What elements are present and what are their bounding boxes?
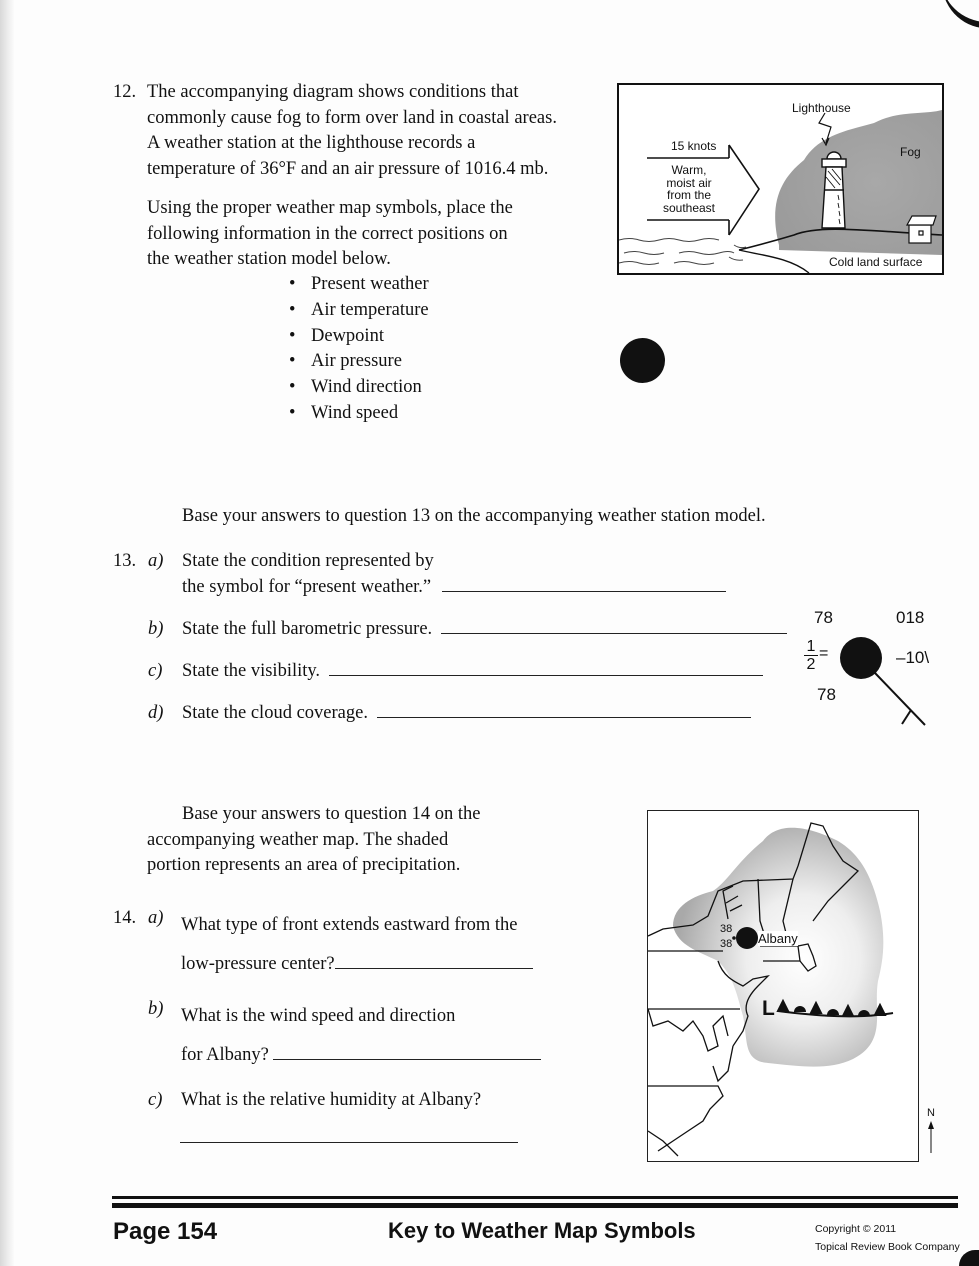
- north-arrow: [925, 1107, 937, 1156]
- intro-line: accompanying weather map. The shaded: [147, 829, 449, 850]
- answer-14b-blank[interactable]: [273, 1058, 541, 1060]
- station-present-weather: =: [819, 645, 829, 662]
- part-a-line: the symbol for “present weather.”: [182, 576, 432, 597]
- answer-14c-blank[interactable]: [180, 1141, 518, 1143]
- stem-line: commonly cause fog to form over land in coastal areas.: [147, 107, 557, 128]
- north-arrow-icon: [925, 1119, 937, 1153]
- weather-map-art: [648, 811, 918, 1161]
- page-corner-curl: [936, 0, 979, 30]
- question-12-number: 12.: [113, 82, 137, 102]
- answer-13a-blank[interactable]: [442, 590, 726, 592]
- part-b-line: What is the wind speed and direction: [181, 1006, 456, 1026]
- part-a-line: low-pressure center?: [181, 954, 335, 974]
- list-item: • Dewpoint: [289, 324, 429, 350]
- page-binding-edge: [0, 0, 14, 1266]
- land-surface-label: Cold land surface: [829, 255, 923, 269]
- albany-station-circle-icon: [736, 927, 758, 949]
- answer-13d-blank[interactable]: [377, 716, 751, 718]
- fog-label: Fog: [900, 145, 921, 159]
- wind-speed-label: 15 knots: [671, 139, 717, 153]
- instruction-line: the weather station model below.: [147, 249, 391, 269]
- station-pressure: 018: [896, 608, 925, 627]
- part-a-line: What type of front extends eastward from the: [181, 915, 518, 935]
- part-d-label: d): [148, 703, 164, 723]
- visibility-denominator: 2: [806, 656, 816, 673]
- weather-station-model: [790, 600, 960, 740]
- air-mass-label-line: moist air: [666, 175, 712, 190]
- low-pressure-label: L: [762, 997, 775, 1020]
- copyright-line: Copyright © 2011: [815, 1223, 897, 1235]
- instruction-line: Using the proper weather map symbols, place the: [147, 198, 513, 218]
- albany-label: Albany: [758, 931, 798, 946]
- station-temperature: 78: [814, 608, 833, 627]
- north-label: N: [927, 1107, 935, 1119]
- part-c-text: What is the relative humidity at Albany?: [181, 1090, 482, 1110]
- footer-title: Key to Weather Map Symbols: [388, 1218, 696, 1243]
- list-item: • Present weather: [289, 272, 429, 298]
- list-item: • Air temperature: [289, 298, 429, 324]
- stem-line: temperature of 36°F and an air pressure of 1016.4 mb.: [147, 158, 549, 179]
- part-d-line: State the cloud coverage.: [182, 703, 368, 723]
- stem-line: The accompanying diagram shows conditions that: [147, 82, 519, 102]
- albany-temperature: 38: [720, 923, 733, 935]
- part-a-label: a): [148, 908, 164, 928]
- air-mass-label: [649, 164, 729, 214]
- answer-13c-blank[interactable]: [329, 674, 763, 676]
- answer-13b-blank[interactable]: [441, 632, 787, 634]
- list-item: • Air pressure: [289, 349, 429, 375]
- list-item: • Wind direction: [289, 375, 429, 401]
- copyright-line: Topical Review Book Company: [815, 1241, 960, 1253]
- question-12-instructions: [147, 196, 607, 273]
- part-a-text: [182, 549, 726, 600]
- question-14-intro: [147, 802, 567, 879]
- air-mass-label-line: Warm,: [671, 163, 707, 177]
- part-b-text: [181, 997, 541, 1075]
- required-items-list: [289, 272, 429, 427]
- visibility-numerator: 1: [804, 638, 818, 656]
- copyright: [815, 1220, 960, 1256]
- station-symbol: [790, 600, 960, 740]
- part-a-line: State the condition represented by: [182, 551, 434, 571]
- part-c-label: c): [148, 1090, 163, 1110]
- part-c-line: State the visibility.: [182, 661, 321, 681]
- stem-line: A weather station at the lighthouse records a: [147, 133, 476, 153]
- water-waves-icon: [619, 239, 746, 265]
- page-number: Page 154: [113, 1218, 218, 1245]
- instruction-line: following information in the correct positions on: [147, 223, 508, 244]
- fog-diagram: [617, 83, 944, 275]
- list-item: • Wind speed: [289, 401, 429, 427]
- intro-line: portion represents an area of precipitation.: [147, 855, 461, 875]
- question-13-number: 13.: [113, 551, 137, 571]
- footer-rule: [112, 1203, 958, 1208]
- weather-map: [647, 810, 919, 1162]
- footer-rule: [112, 1196, 958, 1199]
- air-mass-label-line: southeast: [662, 200, 716, 215]
- part-a-label: a): [148, 551, 164, 571]
- albany-dewpoint: 38: [720, 938, 733, 950]
- question-14-number: 14.: [113, 908, 137, 928]
- lighthouse-icon: [822, 152, 846, 228]
- part-a-text: [181, 906, 533, 984]
- part-c-label: c): [148, 661, 163, 681]
- wind-barb-icon: [875, 673, 925, 725]
- answer-14a-blank[interactable]: [335, 967, 533, 969]
- question-12-stem: [147, 80, 617, 182]
- part-b-text: [182, 617, 787, 643]
- part-d-text: [182, 701, 751, 727]
- station-dewpoint: 78: [817, 685, 836, 704]
- page-corner-curl-bottom: [959, 1250, 979, 1266]
- station-model-circle-icon[interactable]: [620, 338, 665, 383]
- intro-line: Base your answers to question 14 on the: [182, 804, 481, 824]
- part-c-text: [182, 659, 763, 685]
- albany-visibility-dot: [732, 936, 736, 940]
- precipitation-area: [673, 828, 883, 1067]
- part-b-label: b): [148, 619, 164, 639]
- station-pressure-trend: –10\: [896, 648, 930, 667]
- air-mass-label-line: from the: [666, 188, 711, 202]
- question-13-intro: Base your answers to question 13 on the accompanying weather station model.: [182, 506, 766, 526]
- lighthouse-label: Lighthouse: [792, 101, 851, 115]
- part-b-label: b): [148, 999, 164, 1019]
- part-b-line: State the full barometric pressure.: [182, 619, 433, 639]
- part-b-line: for Albany?: [181, 1045, 269, 1065]
